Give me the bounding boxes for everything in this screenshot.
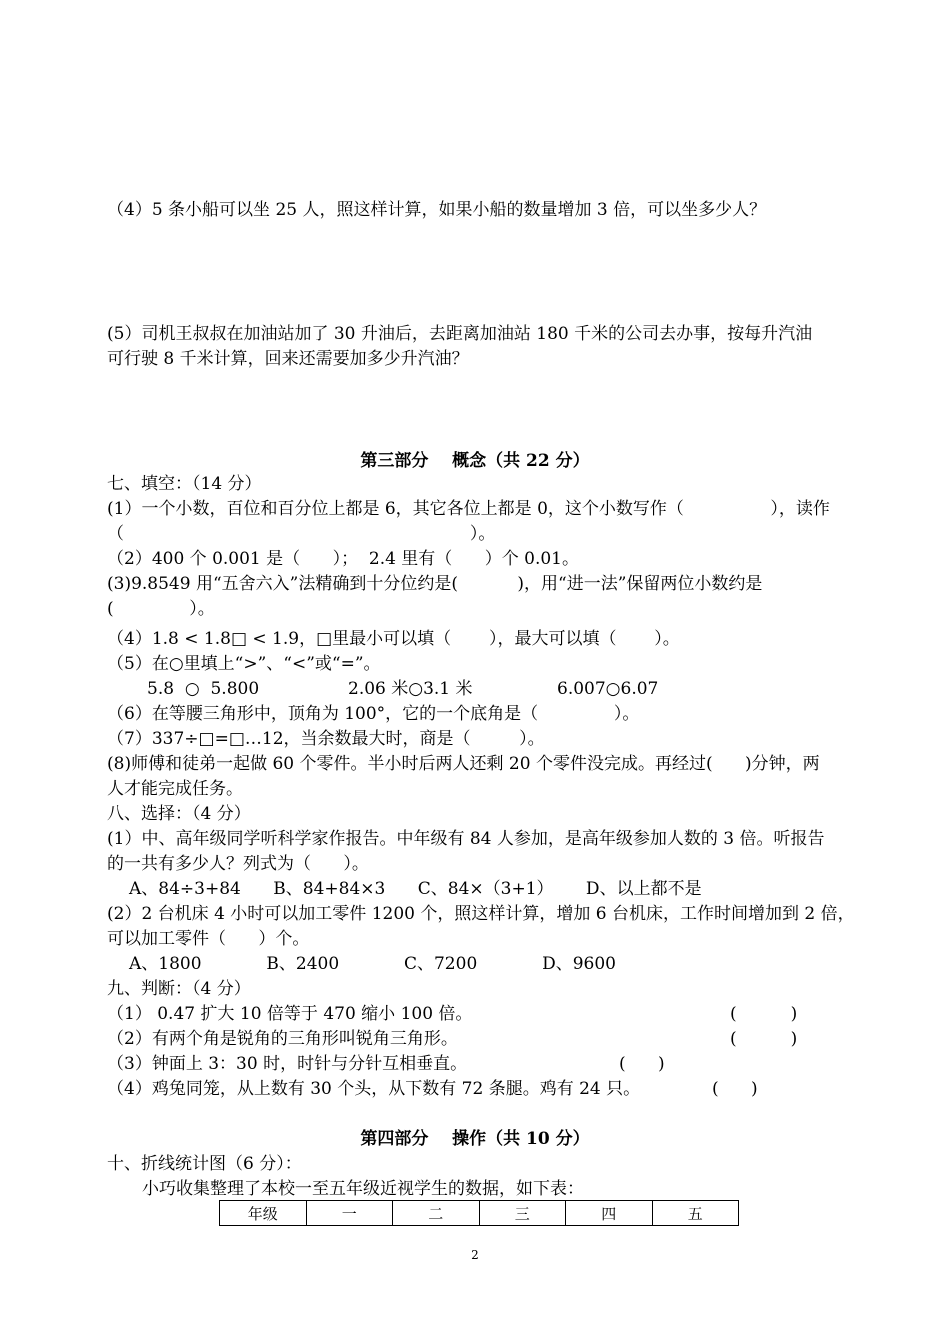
fill-q7: （7）337÷□=□…12，当余数最大时，商是（ ）。 [107, 729, 545, 749]
judge-q2-bracket: ( ) [730, 1029, 798, 1049]
fill-q2: （2）400 个 0.001 是（ ）； 2.4 里有（ ）个 0.01。 [107, 549, 579, 569]
table-header-cell: 五 [652, 1201, 739, 1226]
choice-q1-line-2: 的一共有多少人？列式为（ ）。 [107, 854, 369, 874]
judge-q3-bracket: ( ) [619, 1054, 665, 1074]
fill-q5-item-2: 2.06 米○3.1 米 [348, 679, 473, 699]
fill-q8-line-1: (8)师傅和徒弟一起做 60 个零件。半小时后两人还剩 20 个零件没完成。再经过( )分钟，两 [107, 754, 820, 774]
fill-q6: （6）在等腰三角形中，顶角为 100°，它的一个底角是（ ）。 [107, 704, 640, 724]
part4-heading: 第四部分 操作（共 10 分） [360, 1129, 590, 1149]
judge-q2: （2）有两个角是锐角的三角形叫锐角三角形。 [107, 1029, 458, 1049]
question-5-line-1: (5）司机王叔叔在加油站加了 30 升油后，去距离加油站 180 千米的公司去办事，按每升汽油 [107, 324, 813, 344]
section10-intro: 小巧收集整理了本校一至五年级近视学生的数据，如下表： [142, 1179, 584, 1199]
choice-q1-options: A、84÷3+84 B、84+84×3 C、84×（3+1） D、以上都不是 [129, 879, 702, 899]
choice-q2-line-2: 可以加工零件（ ）个。 [107, 929, 310, 949]
question-4: （4）5 条小船可以坐 25 人，照这样计算，如果小船的数量增加 3 倍，可以坐多少人？ [107, 200, 767, 220]
grade-table [219, 1200, 739, 1226]
table-header-cell: 四 [566, 1201, 653, 1226]
choice-q2-options: A、1800 B、2400 C、7200 D、9600 [129, 954, 616, 974]
table-header-cell: 年级 [220, 1201, 307, 1226]
fill-q8-line-2: 人才能完成任务。 [107, 779, 243, 799]
table-header-cell: 二 [393, 1201, 480, 1226]
fill-q1-line-1: (1）一个小数，百位和百分位上都是 6，其它各位上都是 0，这个小数写作（ ），读作 [107, 499, 830, 519]
table-header-cell: 一 [306, 1201, 393, 1226]
fill-q5-item-3: 6.007○6.07 [557, 679, 659, 699]
judge-q3: （3）钟面上 3：30 时，时针与分针互相垂直。 [107, 1054, 468, 1074]
judge-q4: （4）鸡兔同笼，从上数有 30 个头，从下数有 72 条腿。鸡有 24 只。 [107, 1079, 641, 1099]
choice-q1-line-1: (1）中、高年级同学听科学家作报告。中年级有 84 人参加，是高年级参加人数的 3 倍。听报告 [107, 829, 825, 849]
table-header-cell: 三 [479, 1201, 566, 1226]
section7-title: 七、填空：（14 分） [107, 474, 262, 494]
fill-q5-item-1: 5.8 ○ 5.800 [147, 679, 260, 699]
judge-q4-bracket: ( ) [712, 1079, 758, 1099]
choice-q2-line-1: (2）2 台机床 4 小时可以加工零件 1200 个，照这样计算，增加 6 台机床，工作时间增加到 2 倍， [107, 904, 855, 924]
fill-q1-line-2: （ ）。 [107, 524, 496, 544]
fill-q5: （5）在○里填上“>”、“<”或“=”。 [107, 654, 381, 674]
table-row [220, 1201, 739, 1226]
judge-q1: （1） 0.47 扩大 10 倍等于 470 缩小 100 倍。 [107, 1004, 473, 1024]
fill-q3-line-2: ( ）。 [107, 599, 215, 619]
section9-title: 九、判断：（4 分） [107, 979, 251, 999]
section8-title: 八、选择：（4 分） [107, 804, 251, 824]
fill-q3-line-1: (3)9.8549 用“五舍六入”法精确到十分位约是( )，用“进一法”保留两位小数约是 [107, 574, 763, 594]
part3-heading: 第三部分 概念（共 22 分） [360, 451, 590, 471]
fill-q4: （4）1.8 < 1.8□ < 1.9，□里最小可以填（ ），最大可以填（ ）。 [107, 629, 680, 649]
judge-q1-bracket: ( ) [730, 1004, 798, 1024]
page-number: 2 [471, 1248, 479, 1262]
section10-title: 十、折线统计图（6 分）： [107, 1154, 302, 1174]
question-5-line-2: 可行驶 8 千米计算，回来还需要加多少升汽油？ [107, 349, 469, 369]
